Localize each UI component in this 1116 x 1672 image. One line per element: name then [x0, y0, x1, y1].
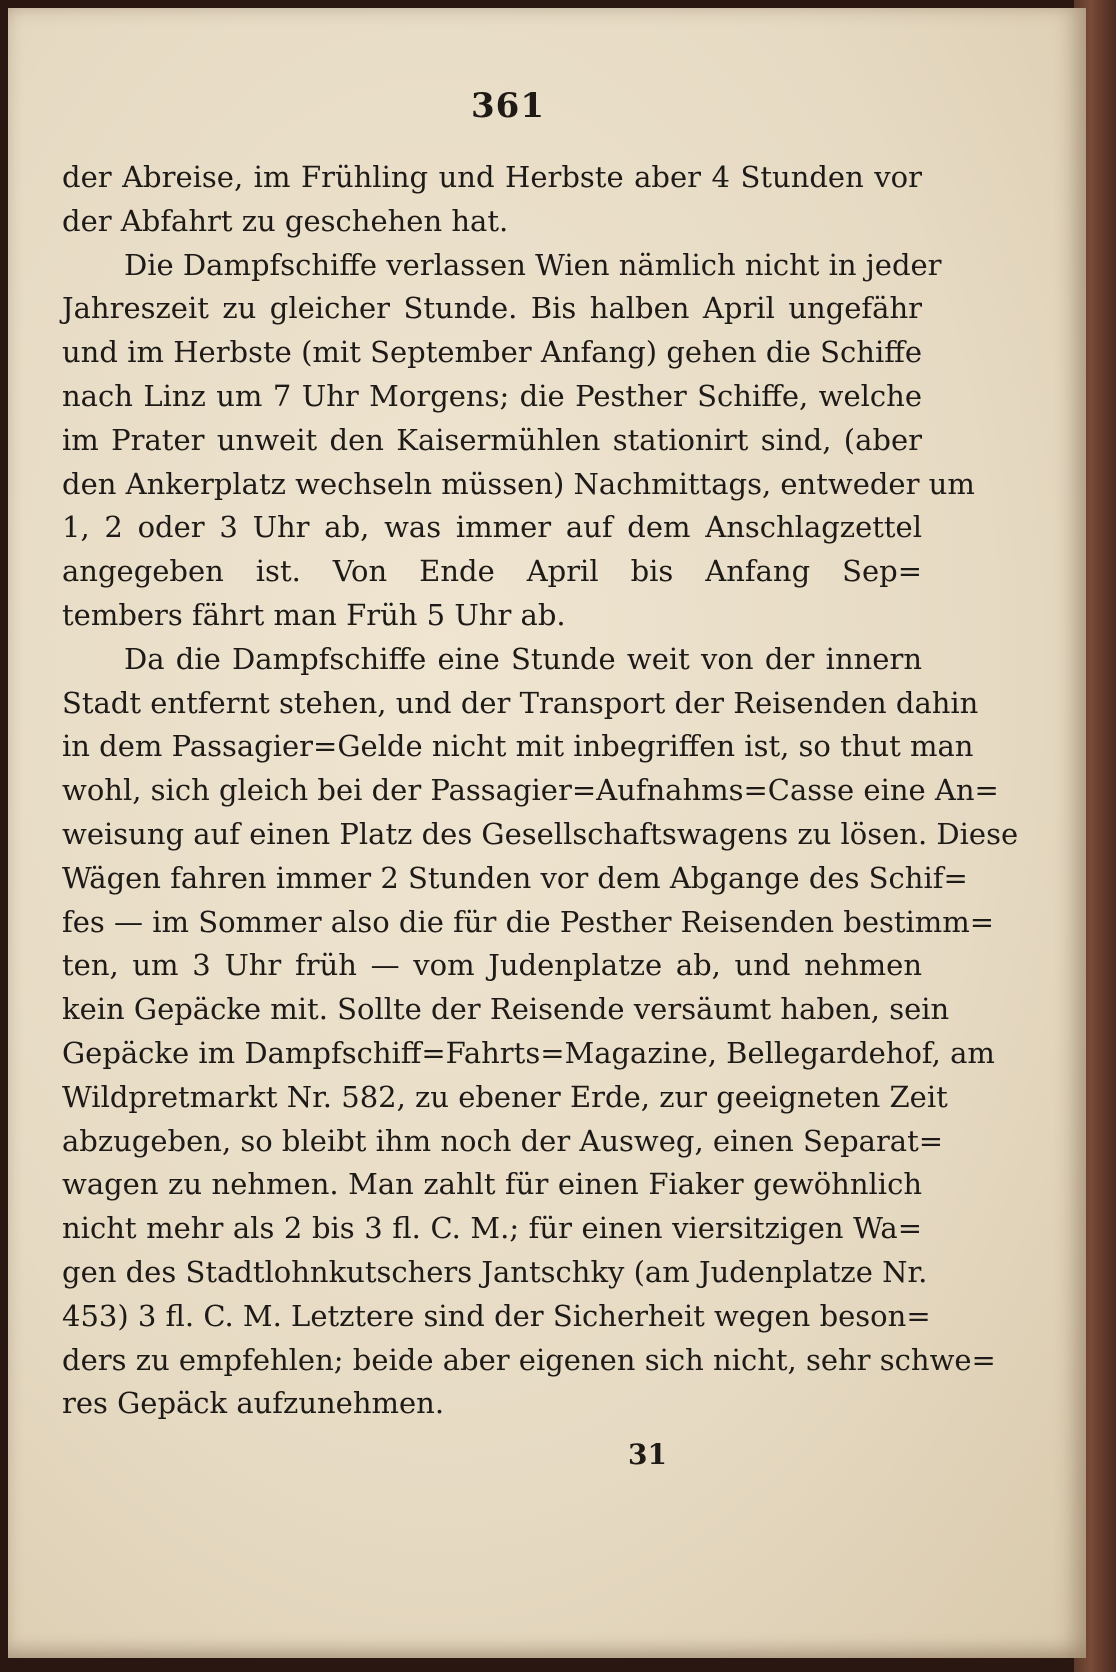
text-line: den Ankerplatz wechseln müssen) Nachmittags, entweder um: [62, 466, 975, 501]
text-line: tembers fährt man Früh 5 Uhr ab.: [62, 597, 566, 632]
text-line: nicht mehr als 2 bis 3 fl. C. M.; für einen viersitzigen Wa=: [62, 1211, 922, 1246]
text-line: fes — im Sommer also die für die Pesther Reisenden bestimm=: [62, 904, 995, 939]
text-line: ders zu empfehlen; beide aber eigenen sich nicht, sehr schwe=: [62, 1342, 996, 1377]
text-line: und im Herbste (mit September Anfang) gehen die Schiffe: [62, 335, 922, 370]
text-line: im Prater unweit den Kaisermühlen stationirt sind, (aber: [62, 422, 922, 457]
text-line: res Gepäck aufzunehmen.: [62, 1386, 445, 1421]
text-line: Die Dampfschiffe verlassen Wien nämlich nicht in jeder: [124, 247, 942, 282]
text-line: gen des Stadtlohnkutschers Jantschky (am Judenplatze Nr.: [62, 1254, 928, 1289]
body-text: [62, 156, 1019, 1426]
text-line: Da die Dampfschiffe eine Stunde weit von der innern: [124, 641, 922, 676]
text-line: der Abfahrt zu geschehen hat.: [62, 203, 509, 238]
text-line: angegeben ist. Von Ende April bis Anfang Sep=: [62, 554, 922, 589]
text-line: in dem Passagier=Gelde nicht mit inbegriffen ist, so thut man: [62, 729, 974, 764]
text-line: Jahreszeit zu gleicher Stunde. Bis halben April ungefähr: [62, 291, 922, 326]
book-page: [8, 8, 1086, 1658]
page-number: 361: [471, 86, 545, 126]
text-line: Gepäcke im Dampfschiff=Fahrts=Magazine, Bellegardehof, am: [62, 1035, 995, 1070]
text-line: wagen zu nehmen. Man zahlt für einen Fiaker gewöhnlich: [62, 1167, 922, 1202]
text-line: 453) 3 fl. C. M. Letztere sind der Sicherheit wegen beson=: [62, 1298, 931, 1333]
text-line: nach Linz um 7 Uhr Morgens; die Pesther Schiffe, welche: [62, 378, 922, 413]
signature-mark: 31: [628, 1438, 667, 1471]
text-line: Wägen fahren immer 2 Stunden vor dem Abgange des Schif=: [62, 860, 968, 895]
text-line: wohl, sich gleich bei der Passagier=Aufnahms=Casse eine An=: [62, 773, 999, 808]
text-line: ten, um 3 Uhr früh — vom Judenplatze ab, und nehmen: [62, 948, 922, 983]
text-line: kein Gepäcke mit. Sollte der Reisende versäumt haben, sein: [62, 992, 950, 1027]
text-line: Stadt entfernt stehen, und der Transport der Reisenden dahin: [62, 685, 979, 720]
text-line: abzugeben, so bleibt ihm noch der Ausweg, einen Separat=: [62, 1123, 944, 1158]
text-line: Wildpretmarkt Nr. 582, zu ebener Erde, zur geeigneten Zeit: [62, 1079, 948, 1114]
text-line: 1, 2 oder 3 Uhr ab, was immer auf dem Anschlagzettel: [62, 510, 922, 545]
text-line: der Abreise, im Frühling und Herbste aber 4 Stunden vor: [62, 160, 922, 194]
text-line: weisung auf einen Platz des Gesellschaftswagens zu lösen. Diese: [62, 816, 1019, 851]
